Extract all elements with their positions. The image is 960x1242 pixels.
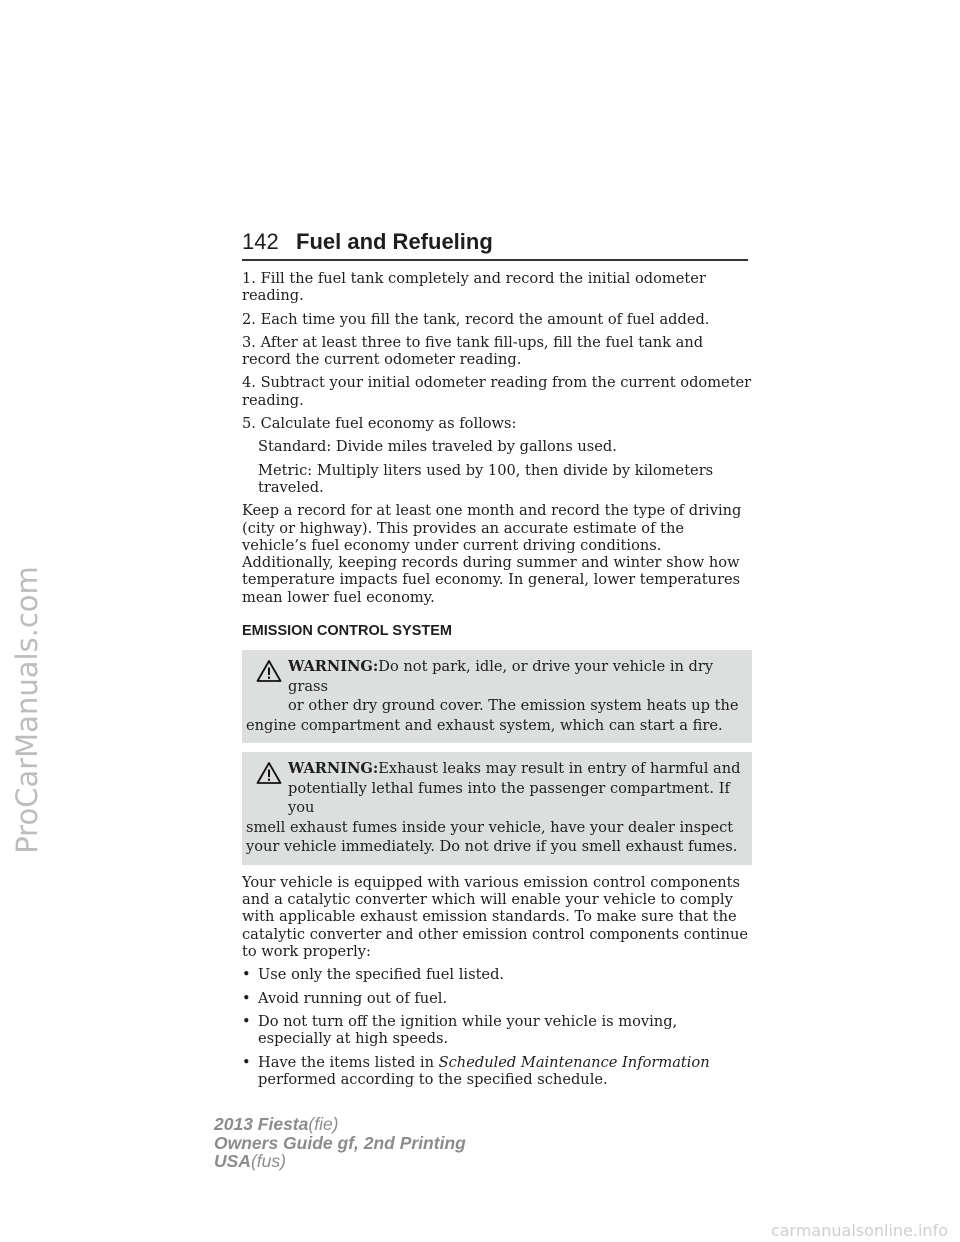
emission-paragraph: Your vehicle is equipped with various emission control components and a catalytic converter which will enable your vehicle to comply with applicable exhaust emission standards. To make sure that the catalytic converter and other emission control components continue to work properly: (242, 873, 748, 961)
warning-triangle-icon (256, 659, 282, 683)
maintenance-reference: Scheduled Maintenance Information (438, 1053, 710, 1071)
page-footer (214, 1115, 466, 1171)
footer-market: USA (214, 1151, 251, 1171)
list-item (242, 990, 752, 1007)
list-item-text: Have the items listed in (258, 1053, 439, 1071)
bottom-watermark: carmanualsonline.info (770, 1221, 948, 1240)
list-item-text: Use only the specified fuel listed. (258, 966, 505, 984)
side-watermark (4, 510, 50, 910)
warning-label: WARNING: (288, 658, 379, 676)
footer-model: 2013 Fiesta (214, 1114, 309, 1134)
sub-step-metric: Metric: Multiply liters used by 100, then divide by kilometers traveled. (258, 461, 714, 496)
emission-bullet-list (242, 966, 752, 1088)
warning-line-1: Exhaust leaks may result in entry of harmful and (378, 760, 741, 778)
warning-box-fire (242, 650, 752, 743)
list-item (242, 1054, 752, 1089)
step-5: 5. Calculate fuel economy as follows: (242, 415, 517, 433)
record-paragraph: Keep a record for at least one month and record the type of driving (city or highway). This provides an accurate estimate of the vehicle’s fuel economy under current driving conditions. Additionally, keeping records during summer and winter show how temperature impacts fuel economy. In general, lower temperatures mean lower fuel economy. (242, 502, 742, 606)
step-4: 4. Subtract your initial odometer reading from the current odometer reading. (242, 374, 752, 409)
footer-model-code: (fie) (308, 1114, 339, 1134)
list-item-text: Avoid running out of fuel. (258, 989, 448, 1007)
warning-rest: smell exhaust fumes inside your vehicle, have your dealer inspect your vehicle immediately. Do not drive if you smell exhaust fumes. (246, 818, 738, 856)
list-item-text: Do not turn off the ignition while your vehicle is moving, especially at high speeds. (258, 1012, 678, 1048)
warning-box-exhaust (242, 752, 752, 865)
warning-label: WARNING: (288, 760, 379, 778)
step-2: 2. Each time you fill the tank, record the amount of fuel added. (242, 310, 710, 328)
page-header (242, 229, 748, 261)
bullet-icon: • (242, 989, 251, 1007)
section-title: Fuel and Refueling (296, 229, 493, 254)
footer-guide: Owners Guide gf, 2nd Printing (214, 1132, 466, 1153)
page-number: 142 (242, 229, 279, 254)
emission-heading: EMISSION CONTROL SYSTEM (242, 623, 453, 640)
bullet-icon: • (242, 966, 251, 984)
list-item (242, 966, 752, 983)
warning-line-1: Do not park, idle, or drive your vehicle in dry grass (288, 658, 714, 695)
list-item-text: performed according to the specified schedule. (258, 1070, 608, 1088)
sub-step-standard: Standard: Divide miles traveled by gallons used. (258, 438, 617, 456)
bullet-icon: • (242, 1012, 251, 1030)
warning-line-2: potentially lethal fumes into the passenger compartment. If you (288, 779, 730, 817)
warning-rest: engine compartment and exhaust system, which can start a fire. (246, 716, 723, 734)
side-watermark-text: ProCarManuals.com (10, 566, 44, 854)
page-content (242, 270, 752, 1094)
step-1: 1. Fill the fuel tank completely and record the initial odometer reading. (242, 270, 706, 305)
step-3: 3. After at least three to five tank fill-ups, fill the fuel tank and record the current odometer reading. (242, 333, 704, 369)
footer-market-code: (fus) (250, 1151, 286, 1171)
warning-line-2: or other dry ground cover. The emission system heats up the (288, 697, 739, 715)
list-item (242, 1013, 752, 1048)
warning-triangle-icon (256, 761, 282, 785)
bullet-icon: • (242, 1053, 251, 1071)
